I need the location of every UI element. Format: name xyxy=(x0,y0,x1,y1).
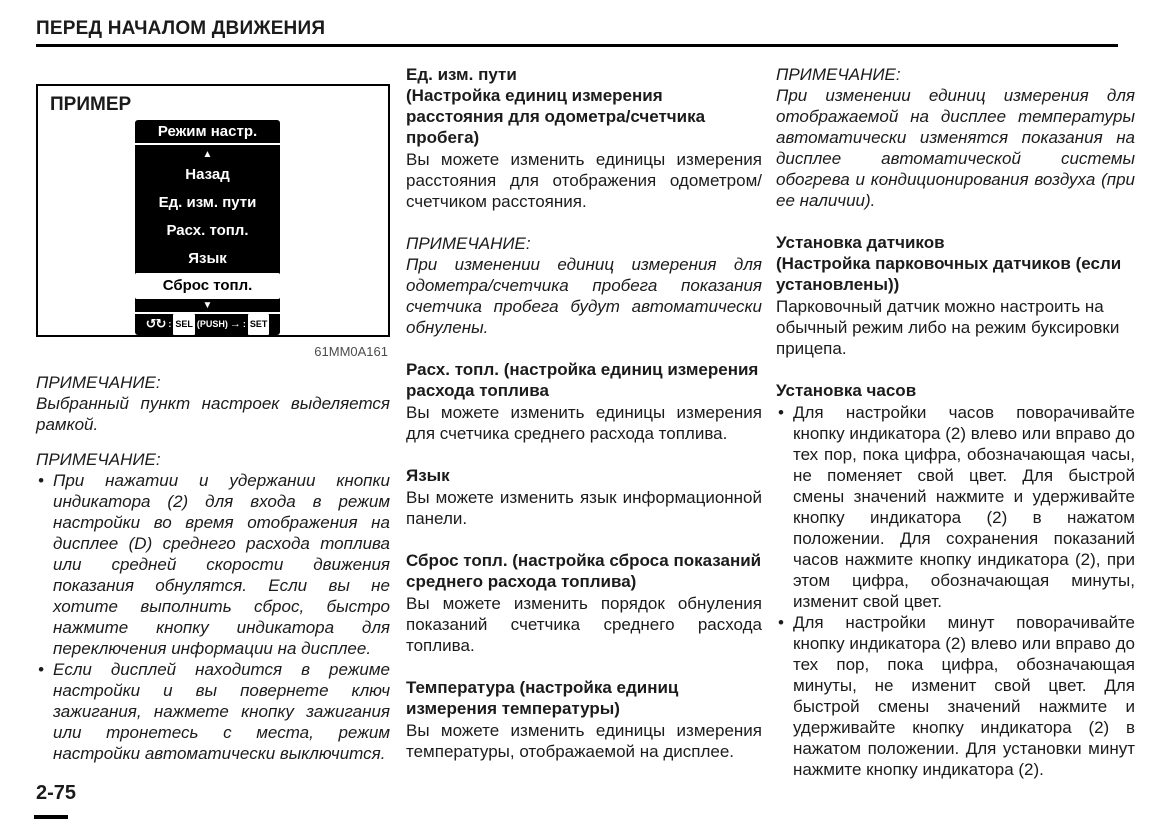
display-title: Режим настр. xyxy=(135,120,280,145)
set-badge: SET xyxy=(248,314,270,335)
section-heading: Расх. топл. (настройка единиц измерения расхода топлива xyxy=(406,360,759,400)
section-heading: Установка часов xyxy=(776,381,917,400)
section-heading xyxy=(406,64,762,148)
menu-item-fuel-reset-selected: Сброс топл. xyxy=(135,273,280,299)
section-heading xyxy=(776,232,1135,295)
section-heading: Язык xyxy=(406,466,450,485)
display-hint-bar xyxy=(135,312,280,335)
note-body: При изменении единиц измерения для одометра/счетчика пробега показания счетчика пробега будут автоматически обнулены. xyxy=(406,255,762,337)
scroll-up-icon: ▲ xyxy=(202,149,213,160)
note-heading: ПРИМЕЧАНИЕ: xyxy=(776,65,901,84)
section-body: Вы можете изменить единицы измерения расстояния для отображения одометром/счетчиком расстояния. xyxy=(406,150,762,211)
section-heading: Сброс топл. (настройка сброса показаний среднего расхода топлива) xyxy=(406,551,762,591)
hint-colon: : xyxy=(242,318,246,329)
section-bullet: • Для настройки минут поворачивайте кнопку индикатора (2) влево или вправо до тех пор, пока цифра, обозначающая минуты, не изменит свой цвет. Для быстрой смены значений нажмите и удерживайте кнопку индикатора (2) в нажатом положении. Для установки минут нажмите кнопку индикатора (2). xyxy=(776,612,1135,780)
hint-colon: : xyxy=(168,318,172,329)
section-body: Вы можете изменить единицы измерения для счетчика среднего расхода топлива. xyxy=(406,403,762,443)
sel-badge: SEL xyxy=(173,314,195,335)
display-menu xyxy=(135,145,280,312)
menu-item-language: Язык xyxy=(188,250,227,267)
instrument-display xyxy=(135,120,280,335)
note-heading: ПРИМЕЧАНИЕ: xyxy=(36,373,161,392)
right-column xyxy=(776,64,1135,780)
push-label: (PUSH) xyxy=(196,318,228,329)
section-heading-line: Установка датчиков xyxy=(776,233,945,252)
page-number: 2-75 xyxy=(36,782,77,804)
chapter-title: ПЕРЕД НАЧАЛОМ ДВИЖЕНИЯ xyxy=(36,18,326,39)
figure-code: 61MM0A161 xyxy=(314,344,388,359)
figure-label: ПРИМЕР xyxy=(50,94,132,115)
middle-column xyxy=(406,64,762,762)
note-heading: ПРИМЕЧАНИЕ: xyxy=(406,234,531,253)
header-divider xyxy=(36,44,1118,47)
section-bullet: • Для настройки часов поворачивайте кнопку индикатора (2) влево или вправо до тех пор, пока цифра, обозначающая часы, не поменяет свой цвет. Для быстрой смены значений нажмите и удерживайте кнопку индикатора (2) в нажатом положении. Для сохранения показаний часов нажмите кнопку индикатора (2), при этом цифра, обозначающая минуты, изменит свой цвет. xyxy=(776,402,1135,612)
note-bullet: • При нажатии и удержании кнопки индикатора (2) для входа в режим настройки во время отображения на дисплее (D) среднего расхода топлива или средней скорости движения показания обнулятся. Если вы не хотите выполнить сброс, быстро нажмите кнопку индикатора для переключения информации на дисплее. xyxy=(36,470,390,659)
section-heading-line: Ед. изм. пути xyxy=(406,65,517,84)
section-body: Вы можете изменить единицы измерения температуры, отображаемой на дисплее. xyxy=(406,721,762,761)
note-body: При изменении единиц измерения для отображаемой на дисплее температуры автоматически изменятся показания на дисплее автоматической системы обогрева и кондиционирования воздуха (при ее наличии). xyxy=(776,86,1135,210)
section-heading-line: (Настройка единиц измерения расстояния для одометра/счетчика пробега) xyxy=(406,86,706,147)
example-figure xyxy=(36,84,390,337)
arrow-right-icon: → xyxy=(229,318,241,330)
section-heading-line: (Настройка парковочных датчиков (если установлены)) xyxy=(776,254,1122,294)
menu-item-back: Назад xyxy=(185,166,230,183)
left-column xyxy=(36,84,390,764)
scroll-down-icon: ▼ xyxy=(202,300,213,311)
scan-edge-artifact xyxy=(34,815,68,819)
menu-item-distance-units: Ед. изм. пути xyxy=(158,194,257,211)
note-bullet: • Если дисплей находится в режиме настройки и вы повернете ключ зажигания, нажмете кнопку зажигания или тронетесь с места, режим настройки автоматически выключится. xyxy=(36,659,390,764)
menu-item-fuel-units: Расх. топл. xyxy=(166,222,249,239)
note-heading: ПРИМЕЧАНИЕ: xyxy=(36,450,161,469)
note-body: Выбранный пункт настроек выделяется рамкой. xyxy=(36,394,390,434)
section-body: Парковочный датчик можно настроить на обычный режим либо на режим буксировки прицепа. xyxy=(776,297,1120,358)
section-body: Вы можете изменить язык информационной панели. xyxy=(406,488,762,528)
section-body: Вы можете изменить порядок обнуления показаний счетчика среднего расхода топлива. xyxy=(406,594,762,655)
knob-rotate-icon: ↺↻ xyxy=(145,316,166,331)
section-heading: Температура (настройка единиц измерения температуры) xyxy=(406,678,679,718)
